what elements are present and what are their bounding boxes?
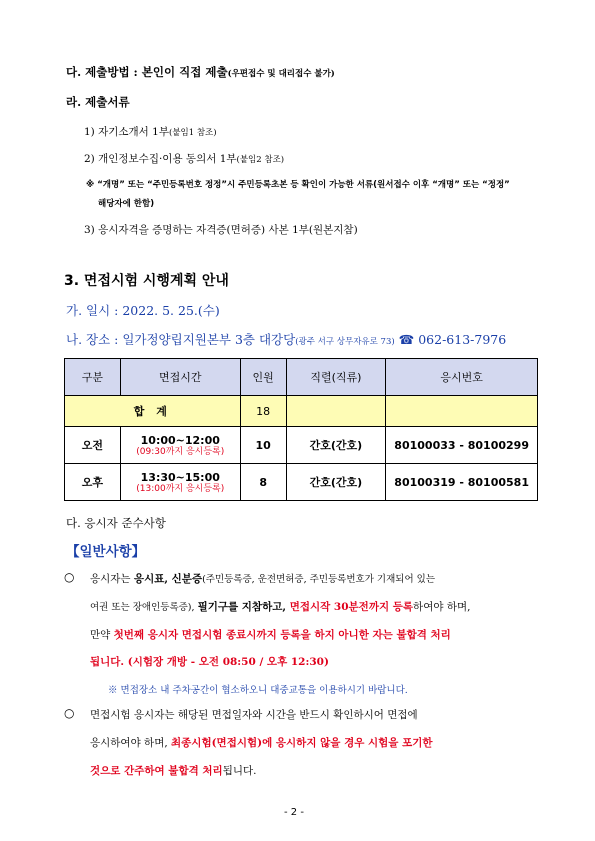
numbers-cell: 80100033 - 80100299 [386,427,538,464]
submission-method: 다. 제출방법 : 본인이 직접 제출(우편접수 및 대리접수 불가) [66,65,335,79]
p1-line2: 여권 또는 장애인등록증), 필기구를 지참하고, 면접시작 30분전까지 등록하여야 하며, [90,601,471,613]
bullet-2: ○ [64,706,75,720]
period-cell: 오전 [65,427,121,464]
header-series: 직렬(직류) [286,359,386,396]
total-label: 합 계 [65,396,241,427]
parking-note: ※ 면접장소 내 주차공간이 협소하오니 대중교통을 이용하시기 바랍니다. [108,685,408,696]
table-row [65,427,538,464]
phone-number: ☎ 062-613-7976 [398,332,507,347]
header-period: 구분 [65,359,121,396]
total-count: 18 [240,396,286,427]
table-header-row [65,359,538,396]
doc-item-1: 1) 자기소개서 1부(붙임1 참조) [84,126,217,138]
p1-line1: 응시자는 응시표, 신분증(주민등록증, 운전면허증, 주민등록번호가 기재되어 있는 [90,573,435,585]
p2-line1: 면접시험 응시자는 해당된 면접일자와 시간을 반드시 확인하시어 면접에 [90,709,418,721]
series-cell: 간호(간호) [286,464,386,501]
doc-item-2: 2) 개인정보수집·이용 동의서 1부(붙임2 참조) [84,153,285,165]
bullet-1: ○ [64,570,75,584]
doc-note-line2: 해당자에 한함) [98,199,155,209]
table-row [65,464,538,501]
period-cell: 오후 [65,464,121,501]
time-cell: 13:30~15:00 (13:00까지 응시등록) [120,464,240,501]
p2-line2: 응시하여야 하며, 최종시험(면접시험)에 응시하지 않을 경우 시험을 포기한 [90,737,433,749]
compliance-heading: 다. 응시자 준수사항 [66,516,166,530]
header-time: 면접시간 [120,359,240,396]
general-heading: 【일반사항】 [66,544,146,560]
doc-note-line1: ※ “개명” 또는 “주민등록번호 정정”시 주민등록초본 등 확인이 가능한 서류(원서접수 이후 “개명” 또는 “정정” [86,180,510,190]
count-cell: 10 [240,427,286,464]
section-title: 3. 면접시험 시행계획 안내 [64,273,229,289]
page-number: - 2 - [284,807,304,818]
required-documents-heading: 라. 제출서류 [66,95,130,109]
series-cell: 간호(간호) [286,427,386,464]
p1-line3: 만약 첫번째 응시자 면접시험 종료시까지 등록을 하지 아니한 자는 불합격 처리 [90,629,451,641]
interview-place: 나. 장소 : 일가정양립지원본부 3층 대강당(광주 서구 상무자유로 73) ☎ 062-613-7976 [66,332,507,347]
doc-item-3: 3) 응시자격을 증명하는 자격증(면허증) 사본 1부(원본지참) [84,224,358,236]
time-cell: 10:00~12:00 (09:30까지 응시등록) [120,427,240,464]
count-cell: 8 [240,464,286,501]
header-count: 인원 [240,359,286,396]
table-total-row [65,396,538,427]
numbers-cell: 80100319 - 80100581 [386,464,538,501]
p1-line4: 됩니다. (시험장 개방 - 오전 08:50 / 오후 12:30) [90,656,329,668]
header-numbers: 응시번호 [386,359,538,396]
p2-line3: 것으로 간주하여 불합격 처리됩니다. [90,765,257,777]
interview-date: 가. 일시 : 2022. 5. 25.(수) [66,303,220,318]
schedule-table [64,358,538,501]
